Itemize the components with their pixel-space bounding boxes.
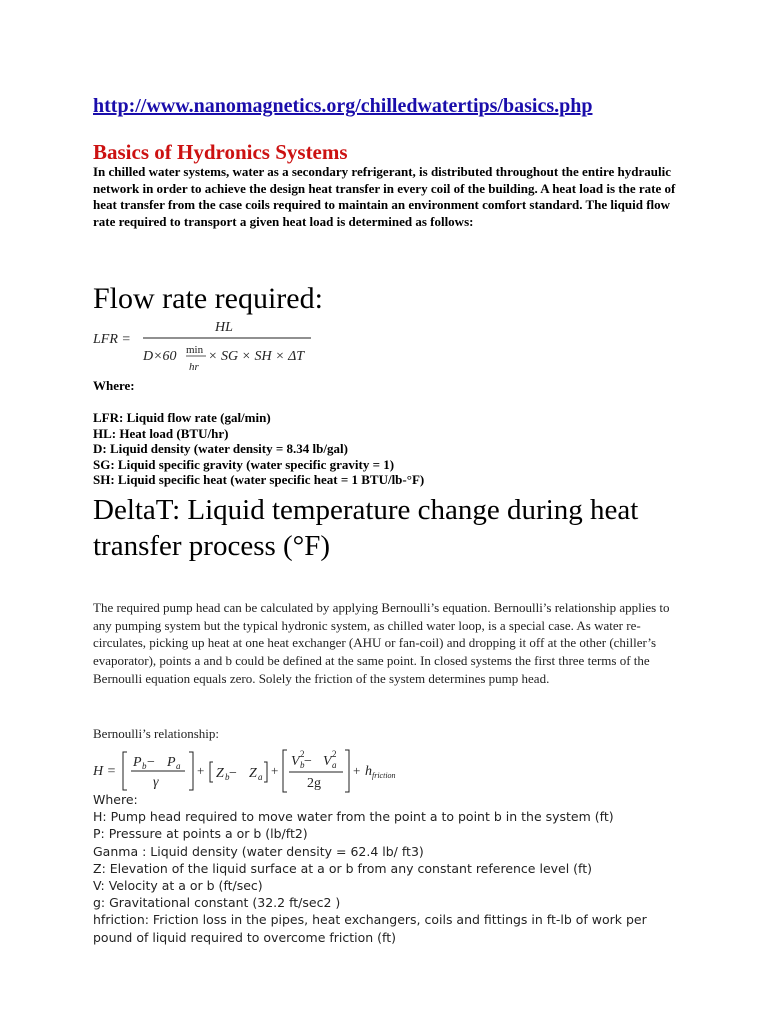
- formula2-v-a: V: [323, 754, 332, 769]
- formula2-z-a: Z: [249, 766, 257, 781]
- where-label: Where:: [93, 378, 135, 393]
- definition-item: Ganma : Liquid density (water density = 62.4 lb/ ft3): [93, 843, 424, 859]
- definition-item: HL: Heat load (BTU/hr): [93, 425, 229, 441]
- flow-rate-heading: Flow rate required:: [93, 282, 323, 315]
- formula2-h-sub: friction: [372, 771, 396, 780]
- definition-item: Z: Elevation of the liquid surface at a or b from any constant reference level (ft): [93, 860, 593, 876]
- section-title: Basics of Hydronics Systems: [93, 140, 348, 164]
- definition-item: P: Pressure at points a or b (lb/ft2): [93, 826, 308, 842]
- definition-item: D: Liquid density (water density = 8.34 lb/gal): [93, 441, 348, 457]
- formula1-rest: × SG × SH × ΔT: [208, 349, 305, 364]
- formula2-minus-2: −: [229, 766, 237, 781]
- formula2-z-b: Z: [216, 766, 224, 781]
- flow-definitions: [93, 410, 424, 488]
- intro-paragraph: In chilled water systems, water as a secondary refrigerant, is distributed throughout the entire hydraulic network in order to achieve the design heat transfer in every coil of the building. A heat load is the rate of heat transfer from the case coils required to maintain an environment comfort standard. The liquid flow rate required to transport a given heat load is determined as follows:: [93, 164, 676, 229]
- definition-item: hfriction: Friction loss in the pipes, heat exchangers, coils and fittings in ft-lb of work per pound of liquid required to overcome friction (ft): [93, 912, 647, 945]
- formula2-minus-3: −: [304, 754, 312, 769]
- formula2-plus-2: +: [271, 763, 279, 778]
- flow-rate-formula: [93, 316, 353, 378]
- formula2-plus-1: +: [197, 763, 205, 778]
- formula2-v-b: V: [291, 754, 300, 769]
- formula2-h: h: [365, 764, 372, 779]
- formula1-min: min: [186, 344, 204, 356]
- definition-item: H: Pump head required to move water from the point a to point b in the system (ft): [93, 809, 614, 825]
- formula1-d-part: D×60: [143, 349, 177, 364]
- pump-definitions: [93, 791, 673, 946]
- definition-item: V: Velocity at a or b (ft/sec): [93, 878, 263, 894]
- formula2-2g: 2g: [307, 776, 321, 791]
- formula2-gamma: γ: [153, 775, 159, 790]
- formula2-p-sub-a: a: [176, 761, 181, 771]
- source-link[interactable]: http://www.nanomagnetics.org/chilledwatertips/basics.php: [93, 95, 593, 117]
- formula2-p-sub-b: b: [142, 761, 147, 771]
- formula2-plus-3: +: [353, 763, 361, 778]
- definition-item: g: Gravitational constant (32.2 ft/sec2 ): [93, 895, 341, 911]
- formula2-v-sup-a: 2: [332, 749, 337, 759]
- formula1-lhs: LFR =: [93, 332, 131, 347]
- formula2-p-b: P: [133, 755, 142, 770]
- delta-t-heading: DeltaT: Liquid temperature change during heat transfer process (°F): [93, 494, 639, 562]
- bernoulli-formula: [93, 748, 403, 794]
- formula2-v-sub-b: b: [300, 760, 305, 770]
- definition-item: SG: Liquid specific gravity (water specific gravity = 1): [93, 456, 395, 472]
- formula2-p-a: P: [167, 755, 176, 770]
- formula2-lhs: H =: [93, 764, 117, 779]
- where-label-2: Where:: [93, 792, 138, 807]
- pump-head-paragraph: The required pump head can be calculated by applying Bernoulli’s equation. Bernoulli’s relationship applies to any pumping system but the typical hydronic system, as chilled water loop, is a special case. As water re-circulates, picking up heat at one heat exchanger (AHU or fan-coil) and dropping it off at the other (chiller’s evaporator), points a and b could be defined at the same point. In closed systems the first three terms of the Bernoulli equation equals zero. Solely the friction of the system determines pump head.: [93, 600, 670, 686]
- definition-item: SH: Liquid specific heat (water specific heat = 1 BTU/lb-°F): [93, 472, 425, 488]
- bernoulli-label: Bernoulli’s relationship:: [93, 726, 220, 741]
- formula2-v-sup-b: 2: [300, 749, 305, 759]
- formula2-z-sub-a: a: [258, 772, 263, 782]
- formula2-z-sub-b: b: [225, 772, 230, 782]
- formula2-minus: −: [147, 755, 155, 770]
- definition-item: LFR: Liquid flow rate (gal/min): [93, 410, 271, 425]
- formula1-hr: hr: [189, 361, 199, 373]
- formula2-v-sub-a: a: [332, 760, 337, 770]
- formula1-numerator: HL: [215, 320, 233, 335]
